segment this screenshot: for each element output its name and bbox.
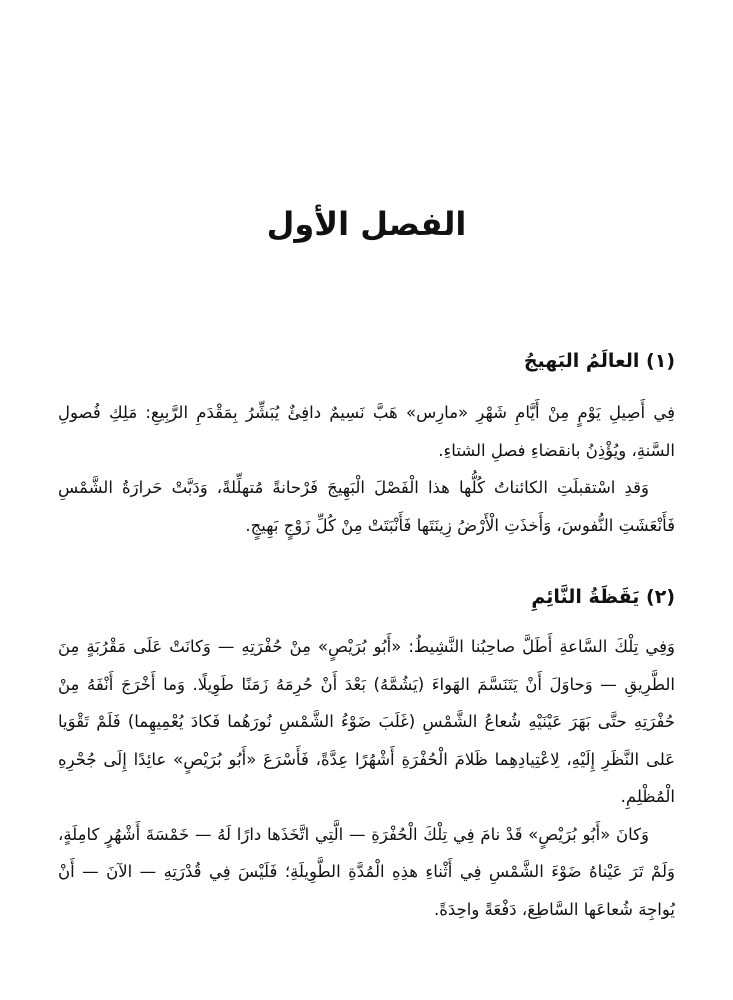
paragraph: وَفِي تِلْكَ السَّاعةِ أَطَلَّ صاحِبُنا النَّشِيطُ: «أَبُو بُرَيْصٍ» مِنْ حُفْرَتِهِ — وَكانَتْ عَلَى مَقْرُبَةٍ مِنَ الطَّرِيقِ — وَحاوَلَ أَنْ يَتَنَسَّمَ الهَواءَ (يَشُمَّهُ) بَعْدَ أَنْ حُرِمَهُ زَمَنًا طَوِيلًا. وَما أَخْرَجَ أَنْفَهُ مِنْ حُفْرَتِهِ حتَّى بَهَرَ عَيْنَيْهِ شُعاعُ الشَّمْسِ (غَلَبَ ضَوْءُ الشَّمْسِ نُورَهُما فَكادَ يُعْمِيهِما) فَلَمْ تَقْوَيا عَلى النَّظَرِ إِلَيْهِ، لِاعْتِيادِهِما ظَلامَ الْحُفْرَةِ أَشْهُرًا عِدَّةً، فَأَسْرَعَ «أَبُو بُرَيْصٍ» عائِدًا إِلَى جُحْرِهِ الْمُظْلِمِ. [58,637,675,806]
paragraph: فِي أَصِيلِ يَوْمٍ مِنْ أَيَّامِ شَهْرِ «مارِس» هَبَّ نَسِيمٌ دافِئٌ يُبَشِّرُ بِمَقْدَمِ الرَّبِيعِ: مَلِكِ فُصولِ السَّنةِ، ويُؤْذِنُ بانقضاءِ فصلِ الشتاءِ. [58,403,675,460]
paragraph: وَكانَ «أَبُو بُرَيْصٍ» قَدْ نامَ فِي تِلْكَ الْحُفْرَةِ — الَّتِي اتَّخَذَها دارًا لَهُ — خَمْسَةَ أَشْهُرٍ كامِلَةٍ، وَلَمْ تَرَ عَيْناهُ ضَوْءَ الشَّمْسِ فِي أَثْناءِ هذِهِ الْمُدَّةِ الطَّوِيلَةِ؛ فَلَيْسَ فِي قُدْرَتِهِ — الآنَ — أَنْ يُواجِهَ شُعاعَها السَّاطِعَ، دَفْعَةً واحِدَةً. [58,824,675,919]
section-heading: (١) العالَمُ البَهيجُ [523,350,675,372]
section-heading: (٢) يَقَظَةُ النَّائِمِ [531,586,675,608]
chapter-title: الفصل الأول [266,205,467,243]
section-1 [58,346,675,544]
paragraph: وَقدِ اسْتقبلَتِ الكائناتُ كُلُّها هذا الْفَصْلَ الْبَهِيجَ فَرْحانةً مُتهلِّلةً، وَدَبَّتْ حَرارَةُ الشَّمْسِ فَأَنْعَشَتِ النُّفوسَ، وَأَخذَتِ الْأَرْضُ زِينَتَها فَأَنْبَتَتْ مِنْ كُلِّ زَوْجٍ بَهِيجٍ. [58,478,675,535]
section-2 [58,582,675,928]
